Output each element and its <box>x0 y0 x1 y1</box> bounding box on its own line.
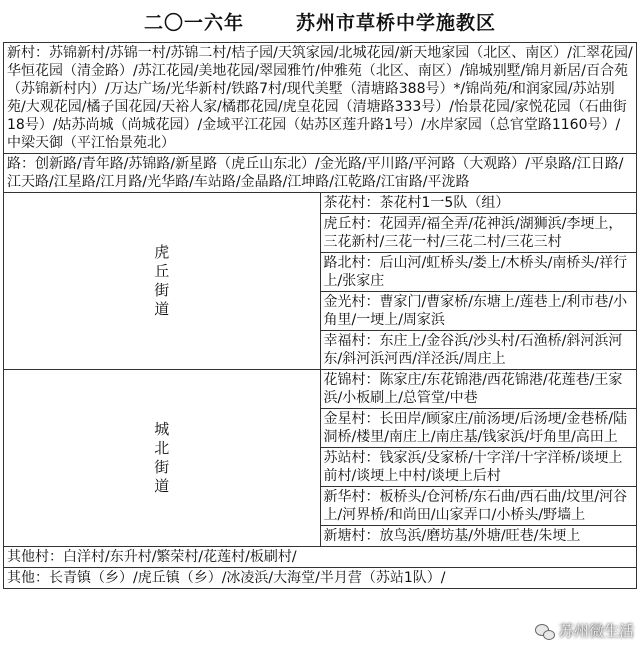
title-year: 二〇一六年 <box>143 11 244 34</box>
village-row: 路北村：后山河/虹桥头/娄上/木桥头/南桥头/祥行上/张家庄 <box>320 253 637 292</box>
page-title <box>0 0 640 42</box>
huqiu-street-label: 虎丘街道 <box>154 243 170 318</box>
row-lu <box>4 154 637 193</box>
village-row: 新华村：板桥头/仓河桥/东石曲/西石曲/坟里/河谷上/河界桥/和尚田/山家弄口/小桥头/野墙上 <box>320 487 637 526</box>
other-villages-cell: 其他村：白洋村/东升村/繁荣村/花莲村/板刷村/ <box>4 547 637 568</box>
village-row: 虎丘村：花园弄/福全弄/花神浜/湖狮浜/李埂上，三花新村/三花一村/三花二村/三花三村 <box>320 214 637 253</box>
village-row: 金星村：长田岸/顾家庄/前汤埂/后汤埂/金巷桥/陆洞桥/楼里/南庄上/南庄基/钱家浜/圩角里/高田上 <box>320 409 637 448</box>
chengbei-street-label: 城北街道 <box>154 420 170 495</box>
watermark <box>535 620 634 641</box>
lu-cell: 路：创新路/青年路/苏锦路/新星路（虎丘山东北）/金光路/平川路/平河路（大观路）/平泉路/江日路/江天路/江星路/江月路/光华路/车站路/金晶路/江坤路/江乾路/江宙路/平泷路 <box>4 154 637 193</box>
wechat-icon <box>535 623 555 639</box>
chengbei-row <box>4 370 637 409</box>
huqiu-street-cell <box>4 193 321 370</box>
huqiu-row <box>4 193 637 214</box>
title-school-district: 苏州市草桥中学施教区 <box>296 11 497 34</box>
village-row: 花锦村：陈家庄/东花锦港/西花锦港/花莲巷/王家浜/小板刷上/总管堂/中巷 <box>320 370 637 409</box>
row-xincun <box>4 43 637 154</box>
village-row: 茶花村：茶花村1一5队（组） <box>320 193 637 214</box>
xincun-cell: 新村：苏锦新村/苏锦一村/苏锦二村/桔子园/天筑家园/北城花园/新天地家园（北区、南区）/汇翠花园/华恒花园（清金路）/苏江花园/美地花园/翠园雅竹/仲雅苑（北区、南区）/锦城别墅/锦月新居/百合苑（苏锦新村内）/万达广场/光华新村/铁路7村/现代美墅（清塘路388号）*/锦尚苑/和润家园/苏站别苑/大观花园/橘子国花园/天裕人家/橘郡花园/虎皇花园（清塘路333号）/怡景花园/家悦花园（石曲街18号）/姑苏尚城（尚城花园）/金域平江花园（姑苏区莲升路1号）/水岸家园（总官堂路1160号）/中梁天御（平江怡景苑北） <box>4 43 637 154</box>
watermark-text: 苏州微生活 <box>558 622 634 640</box>
village-row: 新塘村：放鸟浜/磨坊基/外塘/旺巷/朱埂上 <box>320 526 637 547</box>
chengbei-street-cell <box>4 370 321 547</box>
village-row: 幸福村：东庄上/金谷浜/沙头村/石渔桥/斜河浜河东/斜河浜河西/洋泾浜/周庄上 <box>320 331 637 370</box>
row-other <box>4 568 637 589</box>
row-other-villages <box>4 547 637 568</box>
village-row: 金光村：曹家门/曹家桥/东塘上/莲巷上/利市巷/小角里/一埂上/周家浜 <box>320 292 637 331</box>
village-row: 苏站村：钱家浜/殳家桥/十字洋/十字洋桥/谈埂上前村/谈埂上中村/谈埂上后村 <box>320 448 637 487</box>
school-district-table <box>3 42 637 589</box>
other-cell: 其他：长青镇（乡）/虎丘镇（乡）/冰凌浜/大海堂/半月营（苏站1队）/ <box>4 568 637 589</box>
